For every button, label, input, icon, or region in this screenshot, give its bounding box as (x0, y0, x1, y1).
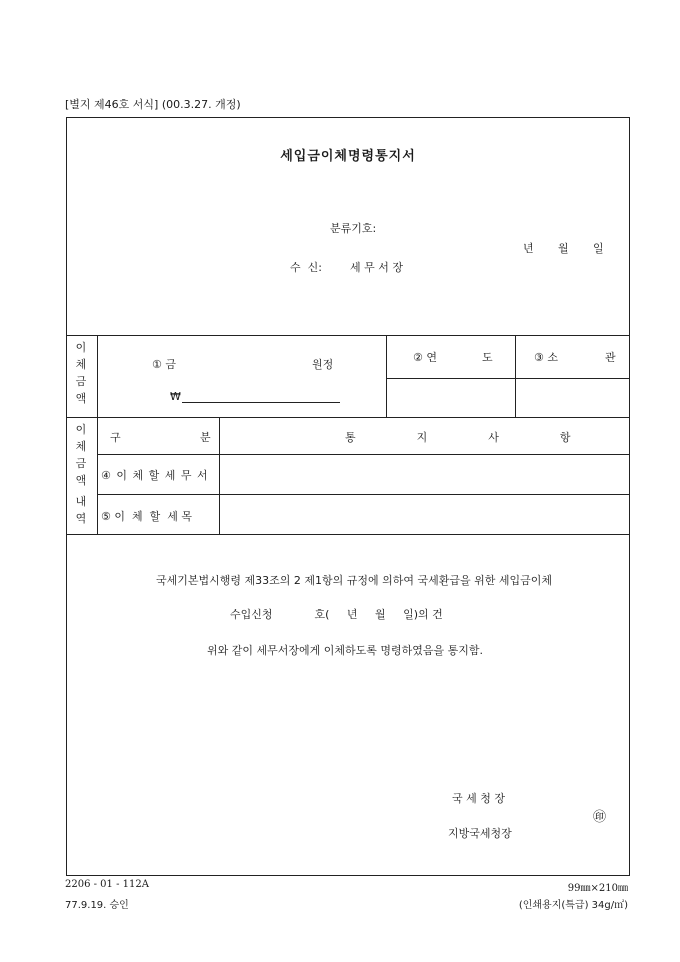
divider (97, 454, 630, 455)
form-number-note: [별지 제46호 서식] (00.3.27. 개정) (65, 98, 241, 111)
side-char: 액 (75, 392, 87, 405)
divider (66, 335, 630, 336)
footer-form-code: 2206 - 01 - 112A (65, 879, 149, 890)
row4-label: ④ 이 체 할 세 무 서 (101, 469, 209, 482)
side-char: 체 (75, 440, 87, 453)
form-title: 세입금이체명령통지서 (280, 149, 416, 164)
side-char: 금 (75, 457, 87, 470)
side-char: 역 (75, 512, 87, 525)
amount-suffix: 원정 (312, 358, 334, 371)
footer-paper-spec: (인쇄용지(특급) 34g/㎡) (518, 900, 628, 911)
divider (66, 534, 630, 535)
body-line-2: 수입신청 호( 년 월 일)의 건 (230, 608, 443, 621)
side-char: 이 (75, 423, 87, 436)
side-char: 액 (75, 474, 87, 487)
side-char: 체 (75, 358, 87, 371)
side-char: 금 (75, 375, 87, 388)
seal-mark: ㊞ (593, 810, 607, 825)
year-label: ② 연 (413, 351, 437, 364)
divider (386, 378, 630, 379)
divider (219, 417, 220, 534)
amount-label: ① 금 (152, 358, 176, 371)
date-day-label: 일 (593, 242, 604, 255)
jurisdiction-label-2: 관 (605, 351, 616, 364)
row5-label: ⑤ 이 체 할 세 목 (101, 510, 192, 523)
classification-label: 분류기호: (330, 222, 377, 235)
body-line-3: 위와 같이 세무서장에게 이체하도록 명령하였음을 통지함. (207, 644, 484, 657)
divider (97, 494, 630, 495)
year-label-2: 도 (482, 351, 493, 364)
footer-paper-size: 99㎜×210㎜ (567, 883, 628, 894)
notice-header: 통 지 사 항 (345, 431, 589, 444)
category-label-2: 분 (200, 431, 211, 444)
date-year-label: 년 (523, 242, 534, 255)
divider (515, 335, 516, 417)
divider (386, 335, 387, 417)
side-char: 이 (75, 341, 87, 354)
divider (97, 335, 98, 534)
signature-regional-commissioner: 지방국세청장 (448, 827, 512, 840)
currency-symbol: ₩ (170, 390, 181, 403)
amount-input-line (182, 402, 340, 403)
body-line-1: 국세기본법시행령 제33조의 2 제1항의 규정에 의하여 국세환급을 위한 세입금이체 (156, 574, 552, 587)
category-label: 구 (110, 431, 121, 444)
recipient-label: 수 신: (290, 261, 322, 274)
footer-approval: 77.9.19. 승인 (65, 900, 129, 911)
recipient-value: 세 무 서 장 (350, 261, 403, 274)
signature-commissioner: 국 세 청 장 (452, 792, 505, 805)
jurisdiction-label: ③ 소 (534, 351, 558, 364)
date-month-label: 월 (558, 242, 569, 255)
side-char: 내 (75, 495, 87, 508)
divider (66, 417, 630, 418)
